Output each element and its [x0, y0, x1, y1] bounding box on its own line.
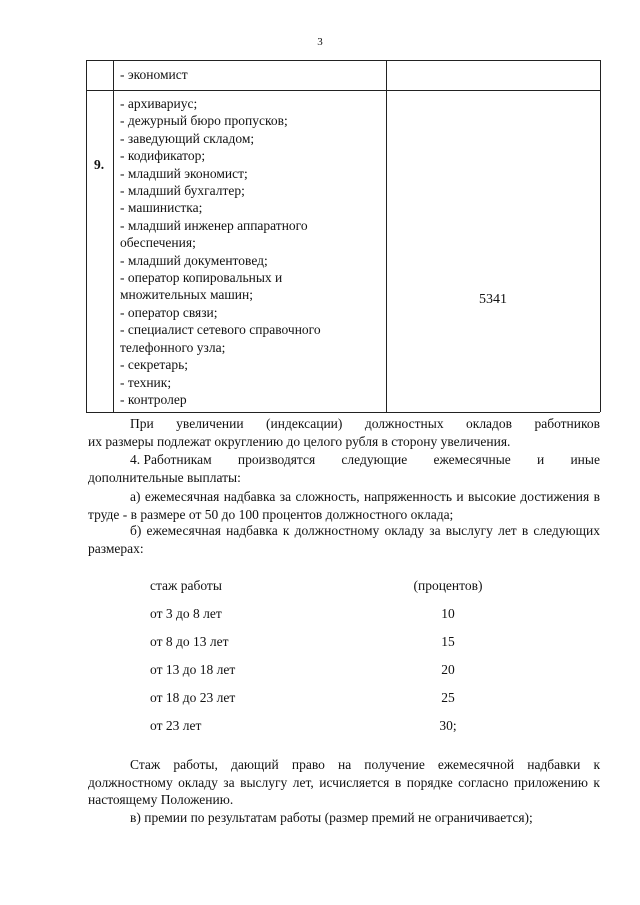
page-number: 3 [317, 36, 323, 48]
list-item: - младший бухгалтер; [120, 183, 245, 199]
seniority-note: Стаж работы, дающий право на получение ежемесячной надбавки к должностному окладу за выслугу лет, исчисляется в порядке согласно приложению к настоящему Положению. [88, 757, 600, 808]
stazh-header: стаж работы (процентов) [150, 578, 483, 593]
list-item: - машинистка; [120, 200, 203, 216]
list-item: - младший экономист; [120, 165, 248, 181]
salary-value: 5341 [479, 292, 507, 307]
list-item: - секретарь; [120, 357, 189, 373]
positions-table [86, 60, 600, 412]
list-item: - заведующий складом; [120, 130, 255, 146]
stazh-row: от 3 до 8 лет 10 [150, 606, 455, 621]
list-item: - оператор копировальных и [120, 270, 283, 286]
stazh-row: от 23 лет 30; [150, 718, 457, 733]
stazh-row: от 13 до 18 лет 20 [150, 662, 455, 677]
stazh-row: от 8 до 13 лет 15 [150, 634, 455, 649]
table-row-prev-position: - экономист [120, 67, 188, 82]
list-item: - техник; [120, 374, 172, 390]
list-item: - дежурный бюро пропусков; [120, 113, 288, 129]
list-item: - кодификатор; [120, 148, 206, 164]
list-item: обеспечения; [120, 235, 196, 251]
list-item: - младший инженер аппаратного [120, 217, 308, 233]
stazh-row: от 18 до 23 лет 25 [150, 690, 455, 705]
list-item: - младший документовед; [120, 252, 268, 268]
list-item: - архивариус; [120, 96, 198, 111]
list-item: - оператор связи; [120, 304, 218, 320]
item-a-paragraph: а) ежемесячная надбавка за сложность, напряженность и высокие достижения в труде - в размере от 50 до 100 процентов должностного оклада; [88, 489, 600, 522]
item-b-paragraph: б) ежемесячная надбавка к должностному окладу за выслугу лет в следующих размерах: [88, 523, 600, 556]
index-paragraph-line2: их размеры подлежат округлению до целого рубля в сторону увеличения. [88, 434, 511, 449]
list-item: телефонного узла; [120, 339, 226, 355]
item-4-line1: 4. Работникам производятся следующие ежемесячные и иные [130, 452, 600, 467]
list-item: множительных машин; [120, 287, 253, 303]
item-4-line2: дополнительные выплаты: [88, 470, 241, 485]
index-paragraph-line1: При увеличении (индексации) должностных окладов работников [130, 416, 600, 431]
item-v: в) премии по результатам работы (размер премий не ограничивается); [130, 810, 533, 825]
list-item: - контролер [120, 391, 187, 407]
positions-list [120, 95, 321, 408]
row-number: 9. [94, 157, 105, 172]
list-item: - специалист сетевого справочного [120, 322, 321, 338]
